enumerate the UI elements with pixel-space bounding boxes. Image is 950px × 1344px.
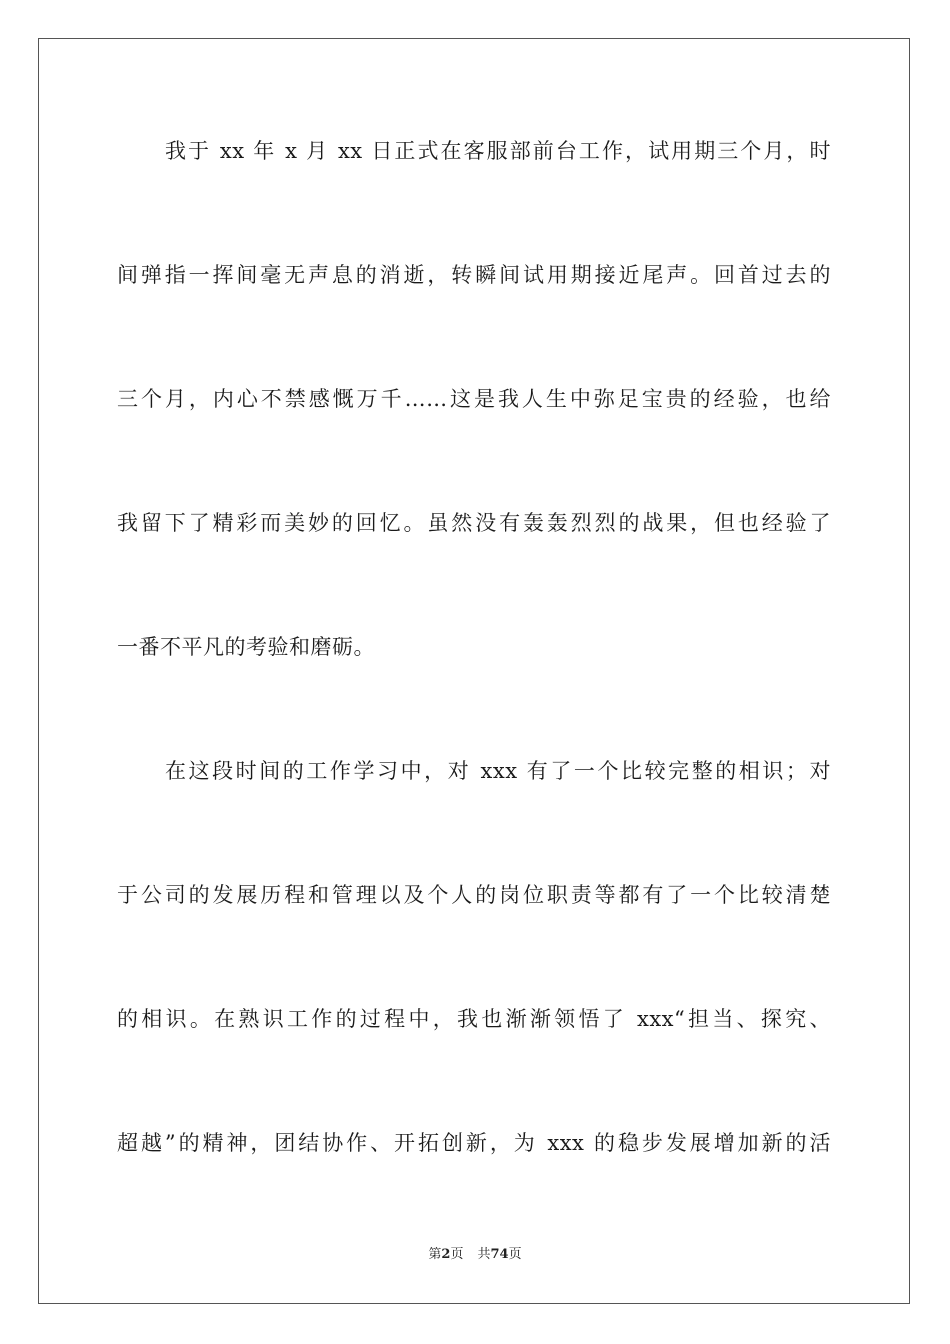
text-line: 一番不平凡的考验和磨砺。 — [117, 635, 375, 659]
page-border — [38, 38, 910, 1304]
text-line: 超越”的精神，团结协作、开拓创新，为 xxx 的稳步发展增加新的活 — [117, 1131, 831, 1155]
page-suffix: 页 — [450, 1247, 464, 1262]
text-line: 我留下了精彩而美妙的回忆。虽然没有轰轰烈烈的战果，但也经验了 — [117, 511, 831, 535]
total-pages: 74 — [490, 1247, 509, 1262]
text-line: 间弹指一挥间毫无声息的消逝，转瞬间试用期接近尾声。回首过去的 — [117, 263, 831, 287]
text-line: 我于 xx 年 x 月 xx 日正式在客服部前台工作，试用期三个月，时 — [165, 139, 831, 163]
text-line: 于公司的发展历程和管理以及个人的岗位职责等都有了一个比较清楚 — [117, 883, 831, 907]
page-number: 2 — [441, 1247, 451, 1262]
text-line: 在这段时间的工作学习中，对 xxx 有了一个比较完整的相识；对 — [165, 759, 831, 783]
total-suffix: 页 — [508, 1247, 522, 1262]
page-footer — [0, 1246, 950, 1264]
total-prefix: 共 — [477, 1247, 491, 1262]
page-prefix: 第 — [428, 1247, 442, 1262]
text-line: 的相识。在熟识工作的过程中，我也渐渐领悟了 xxx“担当、探究、 — [117, 1007, 831, 1031]
text-line: 三个月，内心不禁感慨万千……这是我人生中弥足宝贵的经验，也给 — [117, 387, 831, 411]
